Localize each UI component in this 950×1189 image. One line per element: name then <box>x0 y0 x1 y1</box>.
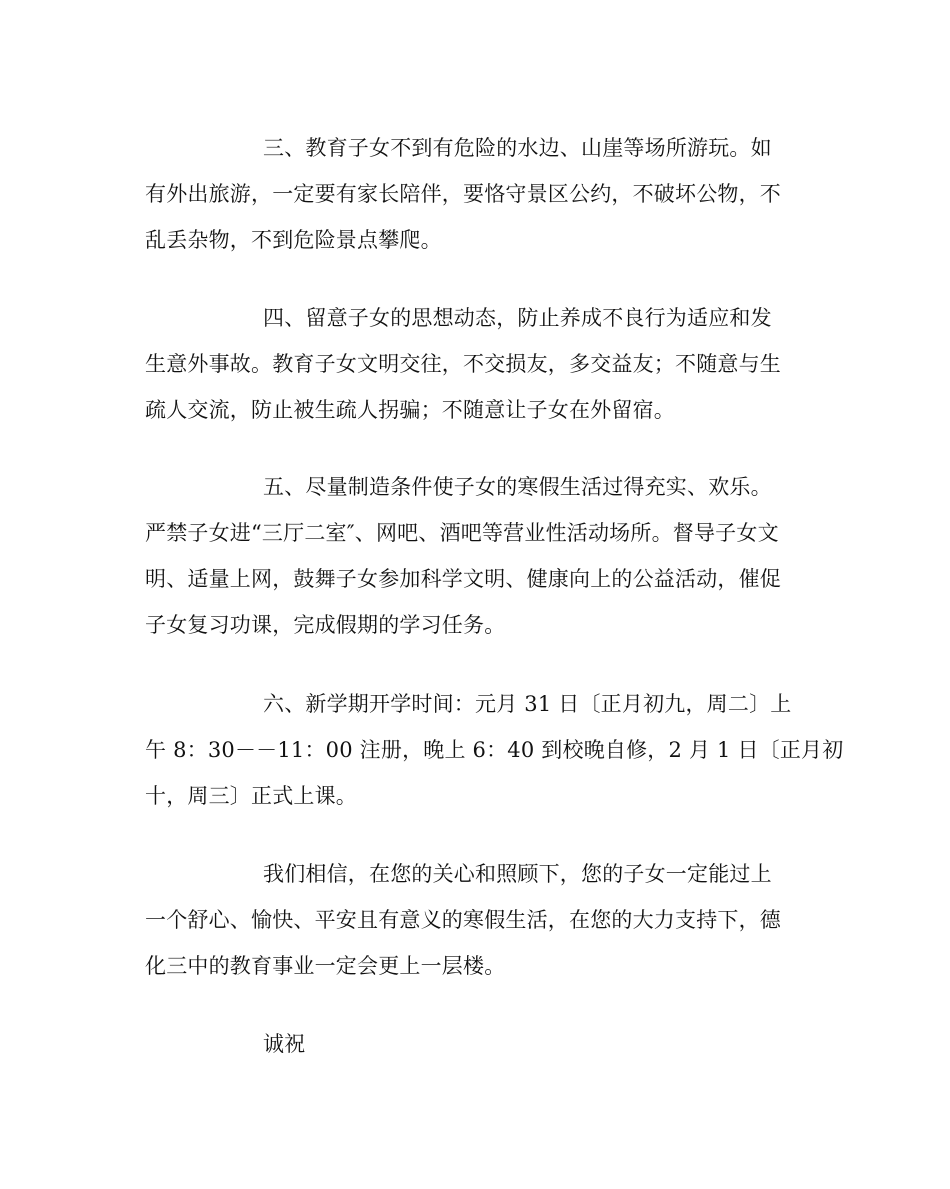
paragraph-line: 化三中的教育事业一定会更上一层楼。 <box>145 954 506 978</box>
paragraph-closing-statement <box>145 851 825 989</box>
paragraph-line: 明、适量上网，鼓舞子女参加科学文明、健康向上的公益活动，催促 <box>145 567 781 591</box>
paragraph-salutation <box>145 1021 825 1067</box>
paragraph-line: 十，周三〕正式上课。 <box>145 784 357 808</box>
paragraph-item-three-safety-outdoors <box>145 125 825 263</box>
paragraph-item-six-school-start <box>145 681 844 819</box>
paragraph-line: 午 8：30－－11：00 注册，晚上 6：40 到校晚自修，2 月 1 日〔正月初 <box>145 738 844 762</box>
paragraph-line: 五、尽量制造条件使子女的寒假生活过得充实、欢乐。 <box>263 475 772 499</box>
paragraph-line: 有外出旅游，一定要有家长陪伴，要恪守景区公约，不破坏公物，不 <box>145 182 781 206</box>
paragraph-line: 疏人交流，防止被生疏人拐骗；不随意让子女在外留宿。 <box>145 398 675 422</box>
paragraph-item-five-winter-life <box>145 464 825 648</box>
paragraph-line: 生意外事故。教育子女文明交往，不交损友，多交益友；不随意与生 <box>145 352 781 376</box>
paragraph-line: 一个舒心、愉快、平安且有意义的寒假生活，在您的大力支持下，德 <box>145 908 781 932</box>
salutation-text: 诚祝 <box>263 1032 306 1056</box>
paragraph-line: 严禁子女进“三厅二室″、网吧、酒吧等营业性活动场所。督导子女文 <box>145 521 779 545</box>
paragraph-item-four-behavior <box>145 295 825 433</box>
paragraph-line: 子女复习功课，完成假期的学习任务。 <box>145 613 506 637</box>
paragraph-line: 六、新学期开学时间：元月 31 日〔正月初九，周二〕上 <box>263 692 792 716</box>
paragraph-line: 四、留意子女的思想动态，防止养成不良行为适应和发 <box>263 306 772 330</box>
paragraph-line: 我们相信，在您的关心和照顾下，您的子女一定能过上 <box>263 862 772 886</box>
paragraph-line: 乱丢杂物，不到危险景点攀爬。 <box>145 228 442 252</box>
paragraph-line: 三、教育子女不到有危险的水边、山崖等场所游玩。如 <box>263 136 772 160</box>
